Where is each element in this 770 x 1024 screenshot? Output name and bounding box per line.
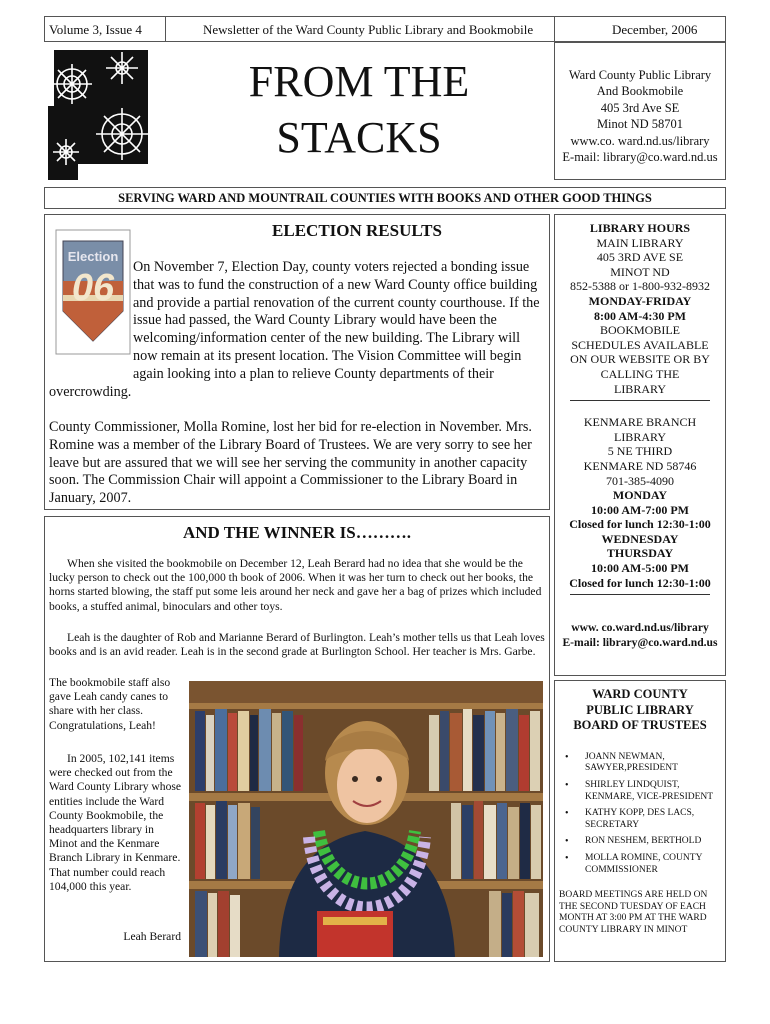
hours-line: KENMARE ND 58746 — [583, 458, 697, 473]
issue-date: December, 2006 — [612, 22, 698, 37]
header-bar — [44, 16, 726, 42]
masthead-title — [165, 46, 553, 178]
hours-line: SCHEDULES AVAILABLE — [571, 337, 709, 352]
newsletter-subtitle: Newsletter of the Ward County Public Library and Bookmobile — [203, 22, 534, 37]
hours-line: Closed for lunch 12:30-1:00 — [569, 517, 711, 532]
trustee-item: • RON NESHEM, BERTHOLD — [565, 836, 702, 848]
trustee-item: • MOLLA ROMINE, COUNTY COMMISSIONER — [565, 852, 703, 875]
masthead-line2: STACKS — [276, 113, 442, 162]
logo-text: Election — [67, 249, 119, 264]
banner: SERVING WARD AND MOUNTRAIL COUNTIES WITH BOOKS AND OTHER GOOD THINGS — [44, 187, 726, 209]
hours-line: 405 3RD AVE SE — [596, 250, 684, 265]
address-website: www.co. ward.nd.us/library — [570, 133, 710, 148]
masthead-line1: FROM THE — [248, 57, 470, 106]
winner-paragraph-4: In 2005, 102,141 items were checked out from the Ward County Library whose entities include the Ward County Bookmobile, the headquarters library in Minot and the Kenmare Branch Library in Kenmare. That number could reach 104,000 this year. — [49, 752, 182, 893]
trustee-item: • JOANN NEWMAN, SAWYER,PRESIDENT — [565, 751, 678, 774]
address-line: Ward County Public Library — [568, 68, 712, 82]
hours-line: WEDNESDAY — [601, 531, 679, 546]
address-line: Minot ND 58701 — [596, 117, 684, 132]
hours-line: ON OUR WEBSITE OR BY — [570, 352, 710, 367]
hours-line: Closed for lunch 12:30-1:00 — [569, 575, 711, 590]
address-line: And Bookmobile — [596, 84, 684, 99]
leah-berard-photo — [189, 681, 543, 957]
winner-paragraph-2: Leah is the daughter of Rob and Marianne Berard of Burlington. Leah’s mother tells us that Leah loves books and is an avid reader. Leah is in the second grade at Burlington School. Her teacher is Mrs. Garbe. — [49, 631, 545, 659]
hours-line: 10:00 AM-7:00 PM — [591, 502, 689, 517]
divider — [570, 400, 710, 401]
election-paragraph-1: On November 7, Election Day, county voters rejected a bonding issue that was to fund the construction of a new Ward County office building and provide a partial renovation of the current county courthouse. If the issue had passed, the Ward County Library would have been the welcoming/information center of the new building. The Library will now remain at its present location. The Vision Committee will begin again looking into a plan to relieve County departments of their overcrowding. — [49, 259, 540, 400]
trustee-list — [559, 752, 721, 876]
library-hours-panel — [554, 214, 726, 676]
address-email: E-mail: library@co.ward.nd.us — [562, 150, 718, 165]
address-line: 405 3rd Ave SE — [600, 100, 680, 115]
hours-line: 701-385-4090 — [606, 473, 674, 488]
winner-paragraph-3: The bookmobile staff also gave Leah candy canes to share with her class. Congratulations, Leah! — [49, 676, 171, 732]
trustee-item: • KATHY KOPP, DES LACS, SECRETARY — [565, 808, 695, 830]
hours-line: 8:00 AM-4:30 PM — [594, 308, 686, 323]
hours-line: 10:00 AM-5:00 PM — [591, 561, 689, 576]
hours-line: 5 NE THIRD — [607, 444, 673, 459]
volume-issue: Volume 3, Issue 4 — [49, 22, 142, 37]
hours-line: THURSDAY — [606, 546, 674, 561]
photo-caption: Leah Berard — [123, 930, 181, 943]
hours-line: 852-5388 or 1-800-932-8932 — [570, 279, 710, 294]
divider — [570, 594, 710, 595]
hours-line: LIBRARY — [613, 429, 666, 444]
library-website: www. co.ward.nd.us/library — [571, 621, 709, 635]
hours-line: MONDAY — [612, 488, 668, 503]
hours-line: CALLING THE — [600, 366, 680, 381]
library-address — [554, 42, 726, 180]
hours-line: LIBRARY HOURS — [589, 221, 691, 235]
winner-article — [44, 516, 550, 962]
hours-line: MONDAY-FRIDAY — [588, 293, 692, 308]
logo-year: 06 — [71, 267, 115, 309]
trustee-item: • SHIRLEY LINDQUIST, KENMARE, VICE-PRESIDENT — [565, 779, 714, 802]
snowflake-graphic — [44, 46, 159, 180]
election-paragraph-2: County Commissioner, Molla Romine, lost her bid for re-election in November. Mrs. Romine was a member of the Library Board of Trustees. We are very sorry to see her leave but are assured that we will see her serving the community in another capacity soon. The Commission Chair will appoint a Commissioner to the Library Board in January, 2007. — [49, 419, 532, 507]
election-title: ELECTION RESULTS — [272, 221, 442, 240]
hours-line: BOOKMOBILE — [600, 323, 680, 338]
board-title: WARD COUNTY PUBLIC LIBRARY BOARD OF TRUSTEES — [573, 687, 707, 733]
hours-line: MINOT ND — [610, 264, 670, 279]
winner-paragraph-1: When she visited the bookmobile on December 12, Leah Berard had no idea that she would be the lucky person to check out the 100,000 th book of 2006. When it was her turn to check out her books, the horns started blowing, the staff put some leis around her neck and gave her a bag of prizes which included books, a stuffed animal, binoculars and other toys. — [49, 557, 542, 613]
board-meetings-note: BOARD MEETINGS ARE HELD ON THE SECOND TUESDAY OF EACH MONTH AT 3:00 PM AT THE WARD COUNTY LIBRARY IN MINOT — [559, 890, 708, 935]
hours-line: MAIN LIBRARY — [596, 235, 684, 250]
hours-line: LIBRARY — [613, 381, 666, 396]
winner-title: AND THE WINNER IS………. — [183, 523, 411, 542]
hours-line: KENMARE BRANCH — [583, 415, 697, 430]
library-email: E-mail: library@co.ward.nd.us — [562, 635, 718, 649]
board-of-trustees-panel — [554, 680, 726, 962]
election-results-article — [44, 214, 550, 510]
